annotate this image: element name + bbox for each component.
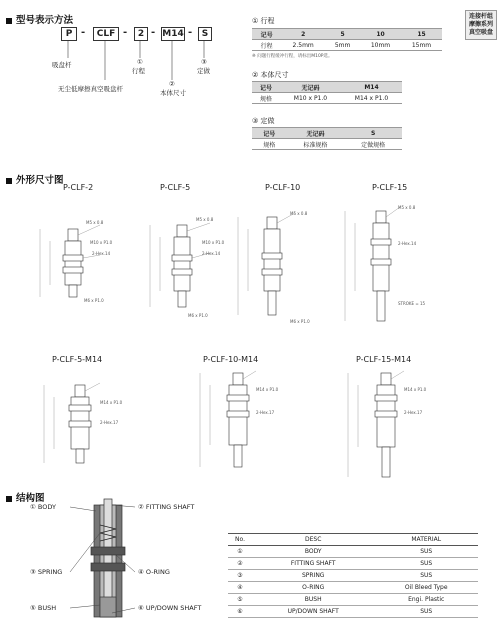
label-stroke: 行程 <box>132 67 145 75</box>
callout-body: ① BODY <box>30 503 56 511</box>
annotation: 2-Hex.14 <box>398 241 417 246</box>
section-title-structure: 结构图 <box>6 490 45 504</box>
dash: - <box>123 27 128 38</box>
callout-spring: ③ SPRING <box>30 568 63 576</box>
dash: - <box>151 27 156 38</box>
cell: No. <box>228 534 252 546</box>
dash: - <box>81 27 86 38</box>
annotation: 2-Hex.17 <box>404 410 423 415</box>
cell: M14 x P1.0 <box>341 93 402 104</box>
cell: 10mm <box>360 40 401 51</box>
annotation: 2-Hex.14 <box>202 251 221 256</box>
annotation: M5 x 0.8 <box>290 211 308 216</box>
annotation: STROKE = 15 <box>398 301 426 306</box>
cell: ③ <box>228 570 252 582</box>
annotation: M14 x P1.0 <box>100 400 123 405</box>
size-table <box>252 81 402 104</box>
cell: Oil Bleed Type <box>374 582 478 594</box>
cell: 记号 <box>252 29 281 40</box>
drawing-p-clf-2 <box>63 229 83 297</box>
annotation: M5 x 0.8 <box>398 205 416 210</box>
annotation: M6 x P1.0 <box>188 313 208 318</box>
model-leader-lines <box>0 0 230 110</box>
cell: SPRING <box>252 570 374 582</box>
dash: - <box>188 27 193 38</box>
brand-tag <box>465 10 497 40</box>
cell: M10 x P1.0 <box>280 93 341 104</box>
cell: 无记码 <box>287 128 345 139</box>
drawing-label: P-CLF-5-M14 <box>52 355 103 364</box>
drawing-p-clf-5 <box>172 225 192 307</box>
label-nut-num: ③ <box>201 58 207 66</box>
cell: ④ <box>228 582 252 594</box>
drawing-label: P-CLF-15-M14 <box>356 355 412 364</box>
code-box-nut: S <box>198 27 212 41</box>
table-row <box>228 594 478 606</box>
cell: 15 <box>401 29 442 40</box>
code-box-stroke: 2 <box>134 27 148 41</box>
drawing-p-clf-10 <box>262 217 282 315</box>
section-title-dimensions: 外形尺寸图 <box>6 172 64 186</box>
cell: ② <box>228 558 252 570</box>
size-table-title: ② 本体尺寸 <box>252 71 289 79</box>
cell: ⑤ <box>228 594 252 606</box>
table-row <box>228 570 478 582</box>
code-box-p: P <box>61 27 77 41</box>
dimension-drawings <box>0 195 503 485</box>
cell: ① <box>228 546 252 558</box>
annotation: M10 x P1.0 <box>202 240 225 245</box>
cell: 记号 <box>252 82 280 93</box>
cell: O-RING <box>252 582 374 594</box>
annotation: M10 x P1.0 <box>90 240 113 245</box>
cell: 规格 <box>252 139 287 150</box>
code-box-clf: CLF <box>93 27 119 41</box>
drawing-p-clf-10-m14 <box>227 373 249 467</box>
callout-bush: ⑤ BUSH <box>30 604 57 612</box>
code-box-size: M14 <box>162 29 184 39</box>
callout-up-down-shaft: ⑥ UP/DOWN SHAFT <box>138 604 202 612</box>
stroke-table-note: ※ 问题行程缓冲行程，请标出M10P选。 <box>252 54 333 59</box>
callout-o-ring: ④ O-RING <box>138 568 170 576</box>
cell: SUS <box>374 606 478 618</box>
nut-table-title: ③ 定做 <box>252 117 275 125</box>
cell: SUS <box>374 558 478 570</box>
brand-line: 摩擦系列 <box>468 21 493 28</box>
label-size: 本体尺寸 <box>160 89 186 97</box>
annotation: M5 x 0.8 <box>86 220 104 225</box>
brand-line: 真空吸盘 <box>468 29 493 36</box>
drawing-p-clf-15-m14 <box>375 373 397 477</box>
cell: 记号 <box>252 128 287 139</box>
label-clf: 无尘低摩擦真空吸盘杆 <box>58 85 123 93</box>
drawing-label: P-CLF-2 <box>63 183 94 192</box>
annotation: M6 x P1.0 <box>290 319 310 324</box>
annotation: M14 x P1.0 <box>404 387 427 392</box>
label-stroke-num: ① <box>137 58 143 66</box>
cell: 规格 <box>252 93 280 104</box>
annotation: M6 x P1.0 <box>84 298 104 303</box>
cell: 2 <box>281 29 325 40</box>
drawing-label: P-CLF-10 <box>265 183 301 192</box>
annotation: M5 x 0.8 <box>196 217 214 222</box>
label-p: 吸盘杆 <box>52 61 72 69</box>
cell: 10 <box>360 29 401 40</box>
cell: BODY <box>252 546 374 558</box>
label-size-num: ② <box>169 80 175 88</box>
label-nut: 定做 <box>197 67 210 75</box>
table-row <box>228 582 478 594</box>
cell: 行程 <box>252 40 281 51</box>
annotation: 2-Hex.17 <box>100 420 119 425</box>
cell: ⑥ <box>228 606 252 618</box>
cell: UP/DOWN SHAFT <box>252 606 374 618</box>
cell: 5 <box>325 29 360 40</box>
cell: 标准规格 <box>287 139 345 150</box>
cell: 15mm <box>401 40 442 51</box>
table-row <box>228 558 478 570</box>
callout-fitting-shaft: ② FITTING SHAFT <box>138 503 195 511</box>
cell: M14 <box>341 82 402 93</box>
table-row <box>228 606 478 618</box>
nut-table <box>252 127 402 150</box>
annotation: 2-Hex.14 <box>92 251 111 256</box>
drawing-p-clf-15 <box>371 211 391 321</box>
cell: 定做规格 <box>344 139 402 150</box>
cell: SUS <box>374 546 478 558</box>
cell: SUS <box>374 570 478 582</box>
drawing-label: P-CLF-5 <box>160 183 191 192</box>
cell: 无记码 <box>280 82 341 93</box>
stroke-table-title: ① 行程 <box>252 17 275 25</box>
cell: BUSH <box>252 594 374 606</box>
drawing-label: P-CLF-15 <box>372 183 408 192</box>
cell: MATERIAL <box>374 534 478 546</box>
cell: FITTING SHAFT <box>252 558 374 570</box>
cell: S <box>344 128 402 139</box>
cell: DESC <box>252 534 374 546</box>
cell: 2.5mm <box>281 40 325 51</box>
drawing-p-clf-5-m14 <box>69 385 91 463</box>
brand-line: 连接杆组 <box>468 13 493 20</box>
table-row <box>228 546 478 558</box>
annotation: 2-Hex.17 <box>256 410 275 415</box>
section-title-model: 型号表示方法 <box>6 12 73 26</box>
annotation: M14 x P1.0 <box>256 387 279 392</box>
cell: Engi. Plastic <box>374 594 478 606</box>
cell: 5mm <box>325 40 360 51</box>
stroke-table <box>252 28 442 51</box>
drawing-label: P-CLF-10-M14 <box>203 355 259 364</box>
material-table <box>228 533 478 618</box>
